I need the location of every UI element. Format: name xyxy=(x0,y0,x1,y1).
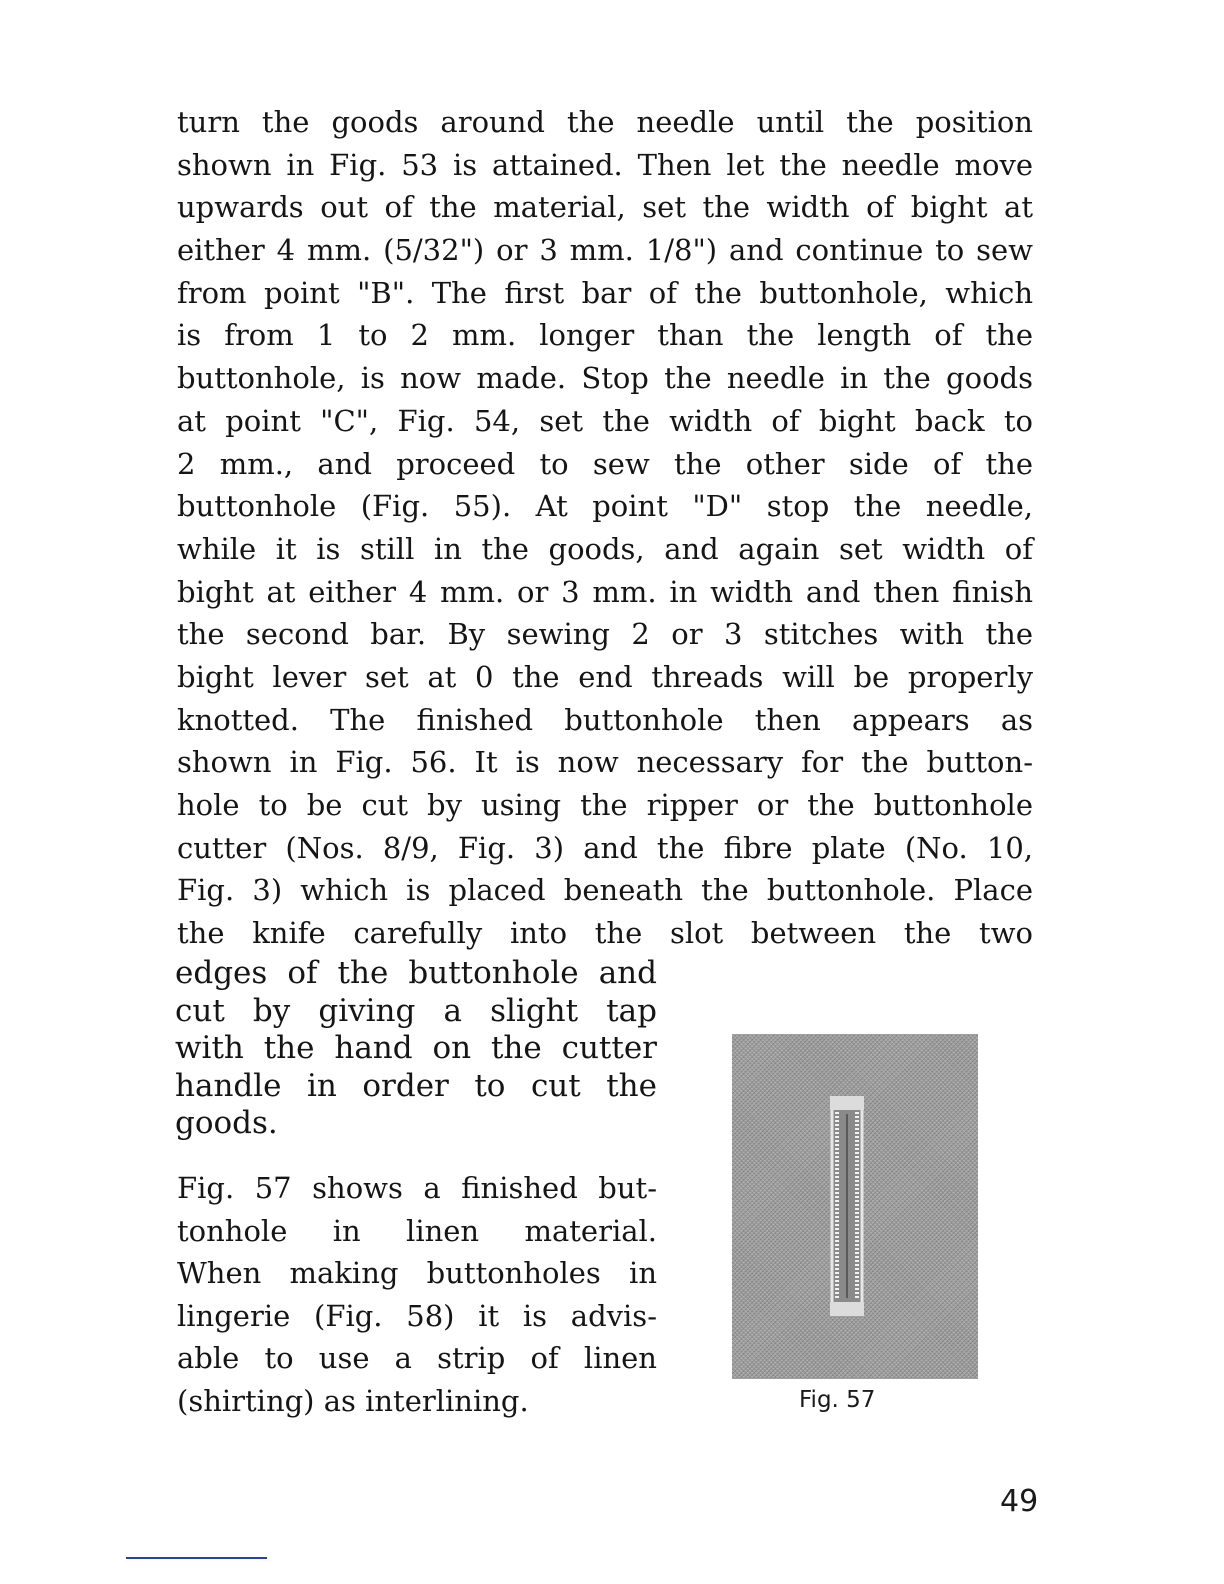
page-number: 49 xyxy=(1000,1484,1039,1519)
text-line: bight at either 4 mm. or 3 mm. in width and then finish xyxy=(177,574,1033,609)
text-line: buttonhole (Fig. 55). At point "D" stop the needle, xyxy=(177,489,1033,524)
text-line: cut by giving a slight tap xyxy=(175,992,657,1029)
text-line: goods. xyxy=(175,1105,278,1142)
text-line: knotted. The finished buttonhole then appears as xyxy=(177,702,1033,737)
text-line: buttonhole, is now made. Stop the needle in the goods xyxy=(177,361,1033,396)
text-line: at point "C", Fig. 54, set the width of bight back to xyxy=(177,403,1033,438)
text-line: while it is still in the goods, and again set width of xyxy=(177,531,1033,566)
text-line: Fig. 3) which is placed beneath the buttonhole. Place xyxy=(177,873,1033,908)
text-line: upwards out of the material, set the width of bight at xyxy=(177,190,1033,225)
side-column-paragraph-2 xyxy=(177,1167,657,1422)
text-line: with the hand on the cutter xyxy=(175,1030,657,1067)
text-line: 2 mm., and proceed to sew the other side of the xyxy=(177,446,1033,481)
buttonhole-photo xyxy=(732,1034,978,1379)
text-line: is from 1 to 2 mm. longer than the length of the xyxy=(177,318,1033,353)
text-line: the knife carefully into the slot between the two xyxy=(177,916,1033,951)
side-column-paragraph-1 xyxy=(175,955,657,1143)
text-line: from point "B". The first bar of the buttonhole, which xyxy=(177,275,1033,310)
text-line: Fig. 57 shows a finished but- xyxy=(177,1171,657,1205)
text-line: lingerie (Fig. 58) it is advis- xyxy=(177,1298,657,1333)
text-line: cutter (Nos. 8/9, Fig. 3) and the fibre plate (No. 10, xyxy=(177,830,1033,865)
text-line: When making buttonholes in xyxy=(177,1256,657,1290)
buttonhole-illustration xyxy=(732,1034,978,1379)
text-line: handle in order to cut the xyxy=(175,1067,657,1104)
text-line: the second bar. By sewing 2 or 3 stitches with the xyxy=(177,617,1033,652)
text-line: able to use a strip of linen xyxy=(177,1341,657,1375)
text-line: tonhole in linen material. xyxy=(177,1213,657,1248)
main-paragraph xyxy=(177,101,1033,955)
bottom-divider xyxy=(126,1557,267,1559)
text-line: shown in Fig. 53 is attained. Then let the needle move xyxy=(177,147,1033,182)
text-line: turn the goods around the needle until the position xyxy=(177,105,1033,139)
text-line: shown in Fig. 56. It is now necessary for the button- xyxy=(177,745,1033,780)
figure-caption: Fig. 57 xyxy=(799,1387,876,1413)
text-line: (shirting) as interlining. xyxy=(177,1383,529,1418)
text-line: bight lever set at 0 the end threads will be properly xyxy=(177,659,1033,694)
text-line: either 4 mm. (5/32") or 3 mm. 1/8") and continue to sew xyxy=(177,233,1033,268)
text-line: hole to be cut by using the ripper or the buttonhole xyxy=(177,788,1033,822)
text-line: edges of the buttonhole and xyxy=(175,955,657,991)
